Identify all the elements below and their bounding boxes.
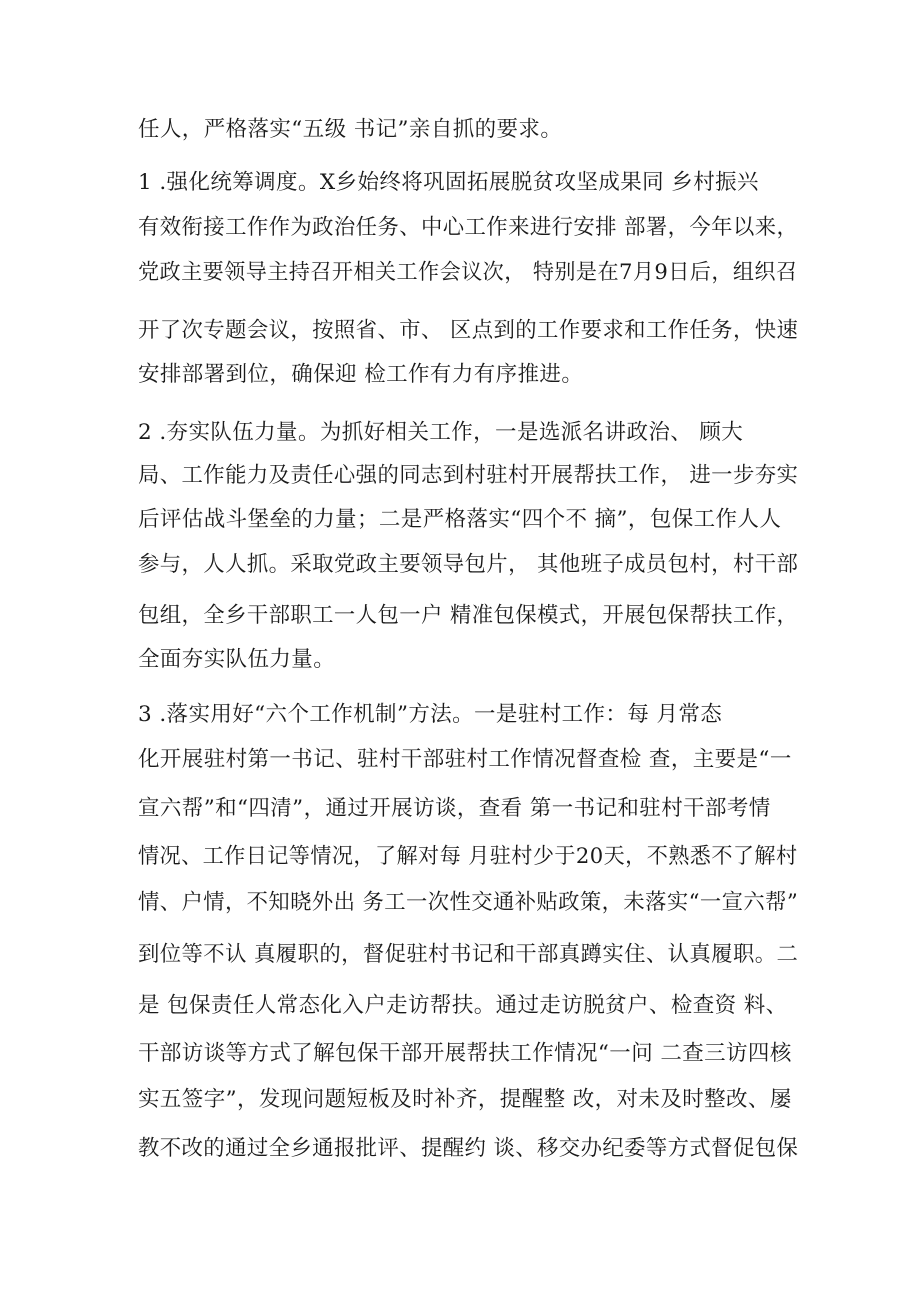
text-line: 参与，人人抓。采取党政主要领导包片， 其他班子成员包村，村干部: [138, 552, 799, 577]
text-line: 包组，全乡干部职工一人包一户 精准包保模式，开展包保帮扶工作，: [138, 603, 799, 628]
text-line: 干部访谈等方式了解包保干部开展帮扶工作情况“一问 二查三访四核: [138, 1041, 792, 1066]
text-line: 教不改的通过全乡通报批评、提醒约 谈、移交办纪委等方式督促包保: [138, 1136, 799, 1161]
text-line: 化开展驻村第一书记、驻村干部驻村工作情况督查检 查，主要是“一: [138, 747, 792, 772]
text-line: 全面夯实队伍力量。: [138, 647, 336, 672]
text-line: 到位等不认 真履职的，督促驻村书记和干部真蹲实住、认真履职。二: [138, 942, 799, 967]
text-line: 后评估战斗堡垒的力量；二是严格落实“四个不 摘”，包保工作人人: [138, 507, 782, 532]
text-line: 是 包保责任人常态化入户走访帮扶。通过走访脱贫户、检查资 料、: [138, 993, 788, 1018]
text-line: 任人，严格落实“五级 书记”亲自抓的要求。: [138, 117, 563, 142]
text-line: 3 .落实用好“六个工作机制”方法。一是驻村工作：每 月常态: [138, 702, 723, 727]
text-line: 2 .夯实队伍力量。为抓好相关工作，一是选派名讲政治、 顾大: [138, 420, 744, 445]
text-line: 安排部署到位，确保迎 检工作有力有序推进。: [138, 362, 584, 387]
text-line: 局、工作能力及责任心强的同志到村驻村开展帮扶工作， 进一步夯实: [138, 463, 799, 488]
text-line: 实五签字”，发现问题短板及时补齐，提醒整 改，对未及时整改、屡: [138, 1087, 792, 1112]
text-line: 1 .强化统筹调度。X乡始终将巩固拓展脱贫攻坚成果同 乡村振兴: [138, 170, 759, 195]
text-line: 开了次专题会议，按照省、市、 区点到的工作要求和工作任务，快速: [138, 318, 799, 343]
text-line: 宣六帮”和“四清”，通过开展访谈，查看 第一书记和驻村干部考情: [138, 796, 771, 821]
text-line: 情、户情，不知晓外出 务工一次性交通补贴政策，未落实“一宣六帮”: [138, 890, 799, 915]
text-line: 有效衔接工作作为政治任务、中心工作来进行安排 部署，今年以来，: [138, 215, 799, 240]
text-line: 情况、工作日记等情况，了解对每 月驻村少于20天，不熟悉不了解村: [138, 844, 798, 869]
text-line: 党政主要领导主持召开相关工作会议次， 特别是在7月9日后，组织召: [138, 260, 798, 285]
